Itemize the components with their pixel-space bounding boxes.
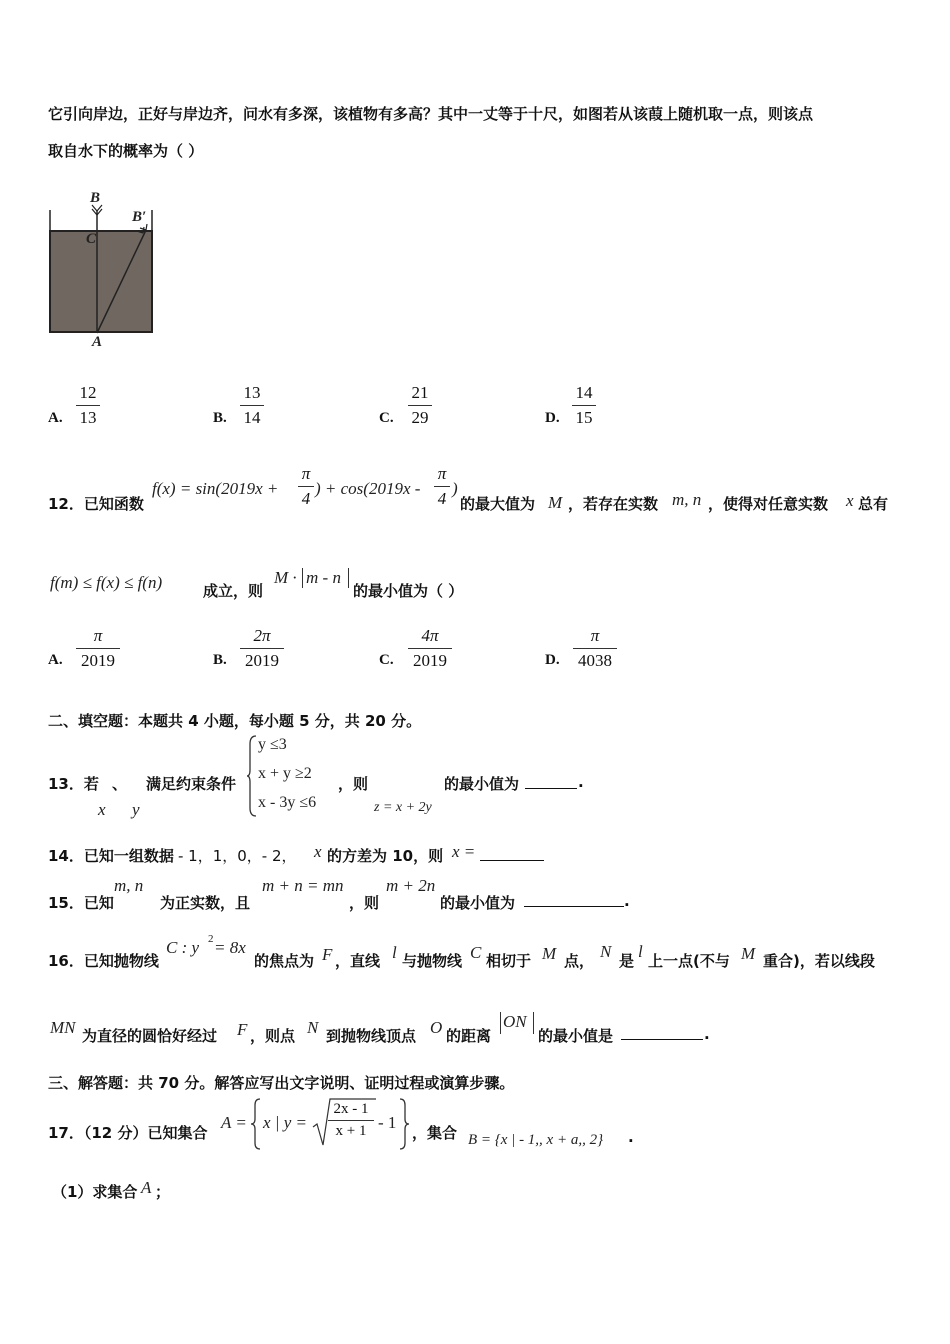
q13-answer-blank[interactable] [525,774,577,789]
q17-right-brace-icon [398,1097,410,1151]
q12-mn: m, n [672,490,702,509]
q12-option-a-label[interactable]: A. [48,652,63,668]
q13-y: y [132,800,140,819]
q11-option-d-label[interactable]: D. [545,410,560,426]
q13-constraint-1: y ≤3 [258,736,287,753]
q16-text12: 的距离 [446,1027,492,1045]
q12-text3: ，使得对任意实数 [708,495,829,513]
q16-parabola-b: = 8x [214,938,246,957]
q12-option-b-label[interactable]: B. [213,652,227,668]
q16-M-2: M [741,944,756,963]
q16-ON: ON [503,1012,527,1031]
q16-l: l [392,943,397,962]
q15-text2: ，则 [349,894,380,912]
water-body [50,231,152,332]
q16-text11: 到抛物线顶点 [326,1027,417,1045]
q12-option-a-value[interactable]: $\frac{\pi}{2019}$ [76,626,120,671]
q16-text3: 与抛物线 [402,952,463,970]
q11-figure [40,188,165,348]
q13-prefix: 13．若 [48,775,99,793]
q15-answer-blank[interactable] [524,892,624,907]
q14-prefix: 14．已知一组数据 [48,847,174,865]
q12-frac-pi-4-a: $\frac{\pi}{4}$ [298,464,314,509]
q12-f-lhs: f(x) = sin(2019x + [152,479,279,498]
q12-prefix: 12．已知函数 [48,495,144,513]
q17-left-brace-icon [250,1097,262,1151]
q13-text1: 满足约束条件 [146,775,237,793]
figure-label-B-prime: B′ [132,209,147,225]
q16-MN: MN [50,1018,76,1037]
q13-sep: 、 [112,775,128,793]
q15-text1: 为正实数，且 [160,894,251,912]
q11-option-c-value[interactable]: $\frac{21}{29}$ [408,383,432,428]
q15-cond: m + n = mn [262,876,344,895]
q14-x: x [314,842,322,861]
q17-x-bar: x | y = [263,1113,307,1132]
q15-mn: m, n [114,876,144,895]
q13-constraint-2: x + y ≥2 [258,765,312,782]
q16-parabola-a: C : y [166,938,200,957]
q16-C: C [470,943,482,962]
q14-answer-blank[interactable] [480,846,544,861]
q17-B-set: B = {x | - 1,, x + a,, 2} [468,1132,604,1148]
q16-text7: 上一点(不与 [648,952,730,970]
q12-x: x [846,491,854,510]
q16-F: F [322,945,333,964]
q16-text9: 为直径的圆恰好经过 [82,1027,218,1045]
q12-expr-M: M · [274,568,297,587]
q11-option-a-value[interactable]: $\frac{12}{13}$ [76,383,100,428]
q11-option-d-value[interactable]: $\frac{14}{15}$ [572,383,596,428]
q13-brace-icon [246,734,258,818]
q17-sub1-A: A [141,1178,152,1197]
q17-sub1-end: ； [155,1183,171,1201]
q12-M: M [548,493,563,512]
q14-text1: 的方差为 10，则 [327,847,444,865]
q13-z: z = x + 2y [374,800,432,815]
q16-F-2: F [237,1020,248,1039]
q11-option-b-label[interactable]: B. [213,410,227,426]
q16-prefix: 16．已知抛物线 [48,952,159,970]
q12-text4: 总有 [858,495,889,513]
q13-end: . [578,773,584,791]
q16-O: O [430,1018,443,1037]
q12-f-mid: ) + cos(2019x - [315,479,421,498]
q16-text5: 点， [564,952,595,970]
q12-text2: ，若存在实数 [568,495,659,513]
q11-text-line1: 它引向岸边，正好与岸边齐，问水有多深，该植物有多高？其中一丈等于十尺，如图若从该葭上随机取一点，则该点 [48,105,814,123]
q16-text10: ，则点 [250,1027,296,1045]
q11-option-b-value[interactable]: $\frac{13}{14}$ [240,383,264,428]
q12-frac-pi-4-b: $\frac{\pi}{4}$ [434,464,450,509]
q11-option-a-label[interactable]: A. [48,410,63,426]
q17-A-eq: A = [221,1113,247,1132]
q16-answer-blank[interactable] [621,1025,703,1040]
q17-sub1-prefix: （1）求集合 [52,1183,138,1201]
q16-N: N [600,942,612,961]
q16-text1: 的焦点为 [254,952,315,970]
q11-text-line2: 取自水下的概率为（ ） [48,142,204,160]
q17-end: . [628,1128,634,1146]
q12-text1: 的最大值为 [460,495,536,513]
q14-xeq: x = [452,842,476,861]
figure-label-C: C [86,231,97,247]
q16-text13: 的最小值是 [538,1027,614,1045]
q14-data: - 1，1，0，- 2， [178,847,297,865]
q16-end: . [704,1025,710,1043]
figure-label-B: B [90,190,101,206]
q16-text2: ，直线 [335,952,381,970]
q16-l-2: l [638,942,643,961]
q16-text4: 相切于 [486,952,532,970]
q12-option-d-label[interactable]: D. [545,652,560,668]
q12-text6: 的最小值为（ ） [353,582,464,600]
q15-expr: m + 2n [386,876,436,895]
q15-end: . [624,892,630,910]
q15-text3: 的最小值为 [440,894,516,912]
q16-text6: 是 [619,952,635,970]
figure-label-A: A [92,334,103,348]
q17-minus-one: - 1 [378,1113,397,1132]
q12-f-end: ) [452,479,458,498]
q12-ineq: f(m) ≤ f(x) ≤ f(n) [50,573,163,592]
q16-text8: 重合)，若以线段 [763,952,875,970]
q17-text1: ，集合 [412,1124,458,1142]
q12-option-d-value[interactable]: $\frac{\pi}{4038}$ [573,626,617,671]
q17-prefix: 17．（12 分）已知集合 [48,1124,208,1142]
q11-option-c-label[interactable]: C. [379,410,394,426]
section-2-heading: 二、填空题：本题共 4 小题，每小题 5 分，共 20 分。 [48,712,422,730]
q13-constraint-3: x - 3y ≤6 [258,794,317,811]
q12-expr-abs: m - n [306,568,341,587]
q16-M: M [542,944,557,963]
section-3-heading: 三、解答题：共 70 分。解答应写出文字说明、证明过程或演算步骤。 [48,1074,515,1092]
q15-prefix: 15．已知 [48,894,114,912]
q13-text2: ，则 [338,775,369,793]
q12-text5: 成立，则 [203,582,264,600]
q12-option-b-value[interactable]: $\frac{2\pi}{2019}$ [240,626,284,671]
q12-option-c-label[interactable]: C. [379,652,394,668]
q13-x: x [98,800,106,819]
q16-N-2: N [307,1018,319,1037]
q13-text3: 的最小值为 [444,775,520,793]
q16-parabola-sq: 2 [208,933,214,945]
q12-option-c-value[interactable]: $\frac{4\pi}{2019}$ [408,626,452,671]
q17-sqrt-frac: $\frac{2x - 1}{x + 1}$ [328,1101,374,1140]
